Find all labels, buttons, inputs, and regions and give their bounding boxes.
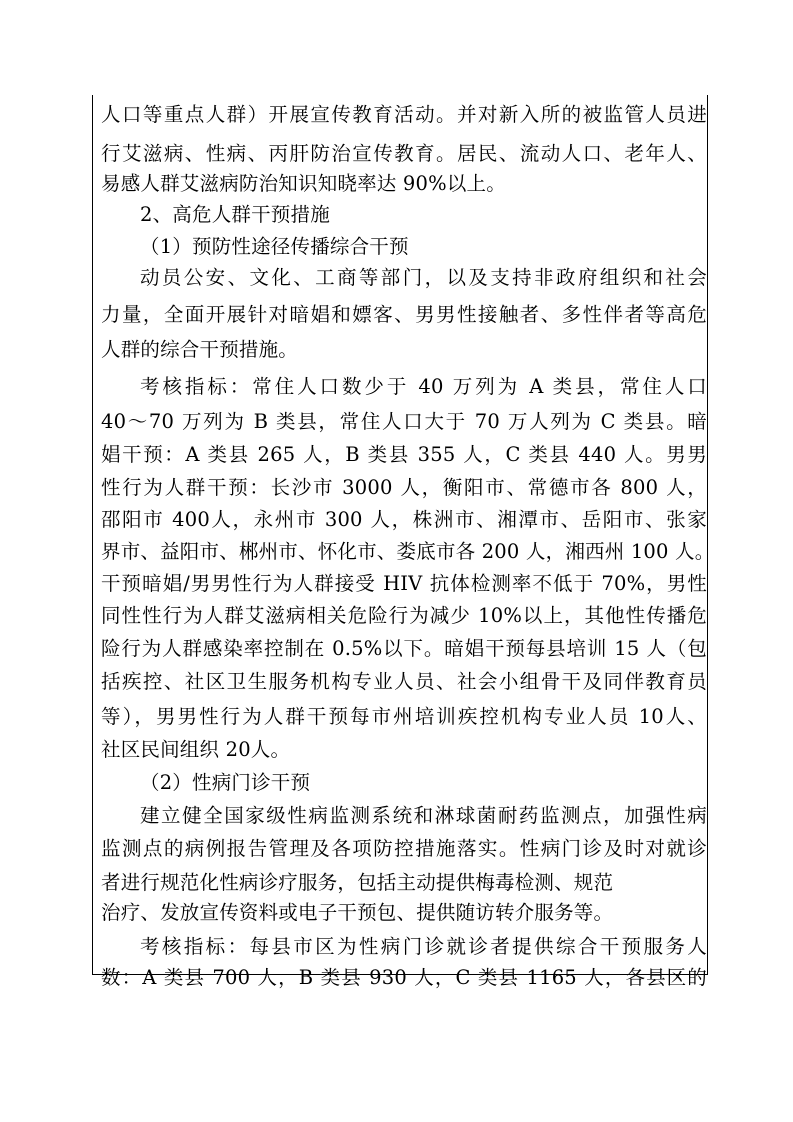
section-heading: 2、高危人群干预措施	[140, 203, 330, 226]
text-line: 性行为人群干预：长沙市 3000 人，衡阳市、常德市各 800 人，	[101, 476, 707, 499]
subsection-heading: （1）预防性途径传播综合干预	[140, 235, 409, 258]
text-line: 者进行规范化性病诊疗服务，包括主动提供梅毒检测、规范	[101, 871, 614, 894]
text-line: 动员公安、文化、工商等部门，以及支持非政府组织和社会	[140, 266, 707, 289]
text-line: 险行为人群感染率控制在 0.5%以下。暗娼干预每县培训 15 人（包	[101, 637, 707, 660]
text-line: 干预暗娼/男男性行为人群接受 HIV 抗体检测率不低于 70%，男性	[101, 572, 707, 595]
text-line: 界市、益阳市、郴州市、怀化市、娄底市各 200 人，湘西州 100 人。	[101, 540, 715, 563]
text-line: 人口等重点人群）开展宣传教育活动。并对新入所的被监管人员进	[101, 103, 707, 126]
text-line: 治疗、发放宣传资料或电子干预包、提供随访转介服务等。	[101, 901, 614, 924]
text-line: 括疾控、社区卫生服务机构专业人员、社会小组骨干及同伴教育员	[101, 670, 707, 693]
text-line: 易感人群艾滋病防治知识知晓率达 90%以上。	[101, 172, 506, 195]
text-line: 行艾滋病、性病、丙肝防治宣传教育。居民、流动人口、老年人、	[101, 142, 707, 165]
text-line: 考核指标：每县市区为性病门诊就诊者提供综合干预服务人	[140, 935, 707, 958]
text-line: 同性性行为人群艾滋病相关危险行为减少 10%以上，其他性传播危	[101, 604, 707, 627]
subsection-heading: （2）性病门诊干预	[140, 771, 311, 794]
text-line: 建立健全国家级性病监测系统和淋球菌耐药监测点，加强性病	[140, 804, 707, 827]
text-line: 社区民间组织 20人。	[101, 738, 291, 761]
text-line: 等），男男性行为人群干预每市州培训疾控机构专业人员 10人、	[101, 705, 707, 728]
text-line: 数：A 类县 700 人，B 类县 930 人，C 类县 1165 人，各县区的	[101, 966, 707, 989]
text-line: 邵阳市 400人，永州市 300 人，株洲市、湘潭市、岳阳市、张家	[101, 508, 707, 531]
text-line: 力量，全面开展针对暗娼和嫖客、男男性接触者、多性伴者等高危	[101, 303, 707, 326]
text-line: 人群的综合干预措施。	[101, 338, 299, 361]
text-line: 娼干预：A 类县 265 人，B 类县 355 人，C 类县 440 人。男男	[101, 443, 707, 466]
text-line: 40～70 万列为 B 类县，常住人口大于 70 万人列为 C 类县。暗	[101, 410, 707, 433]
text-line: 考核指标：常住人口数少于 40 万列为 A 类县，常住人口	[140, 375, 707, 398]
text-line: 监测点的病例报告管理及各项防控措施落实。性病门诊及时对就诊	[101, 837, 707, 860]
